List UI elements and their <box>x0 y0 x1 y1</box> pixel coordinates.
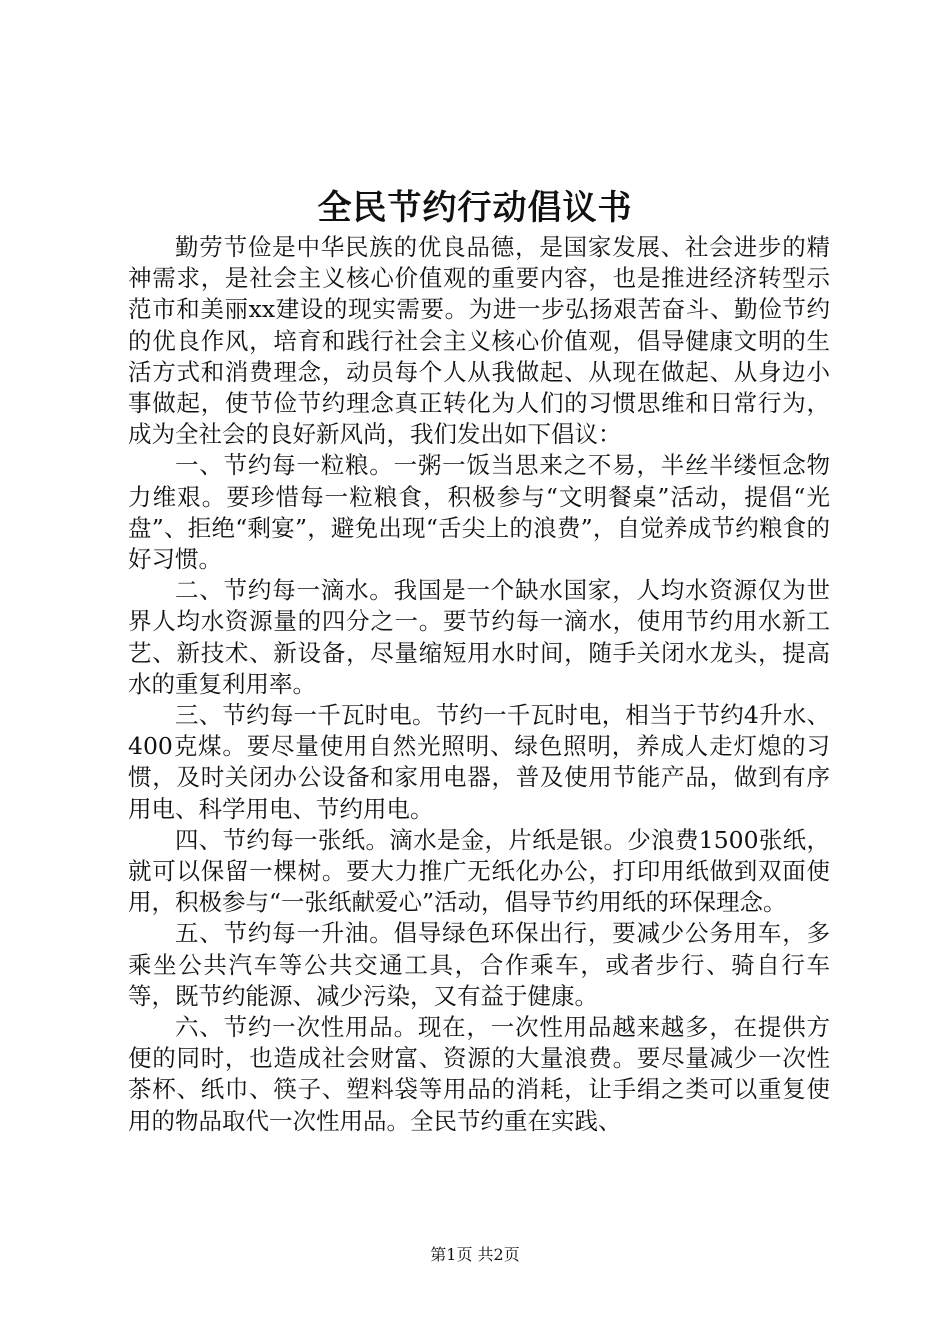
proposal-paper-paragraph: 四、节约每一张纸。滴水是金，片纸是银。少浪费1500张纸，就可以保留一棵树。要大力推广无纸化办公，打印用纸做到双面使用，积极参与“一张纸献爱心”活动，倡导节约用纸的环保理念。 <box>128 825 830 917</box>
proposal-disposables-paragraph: 六、节约一次性用品。现在，一次性用品越来越多，在提供方便的同时，也造成社会财富、资源的大量浪费。要尽量减少一次性茶杯、纸巾、筷子、塑料袋等用品的消耗，让手绢之类可以重复使用的物品取代一次性用品。全民节约重在实践、 <box>128 1013 830 1135</box>
proposal-electricity-paragraph: 三、节约每一千瓦时电。节约一千瓦时电，相当于节约4升水、400克煤。要尽量使用自然光照明、绿色照明，养成人走灯熄的习惯，及时关闭办公设备和家用电器，普及使用节能产品，做到有序用电、科学用电、节约用电。 <box>128 701 830 823</box>
proposal-oil-paragraph: 五、节约每一升油。倡导绿色环保出行，要减少公务用车，多乘坐公共汽车等公共交通工具，合作乘车，或者步行、骑自行车等，既节约能源、减少污染，又有益于健康。 <box>128 919 830 1010</box>
proposal-grain-paragraph: 一、节约每一粒粮。一粥一饭当思来之不易，半丝半缕恒念物力维艰。要珍惜每一粒粮食，积极参与“文明餐桌”活动，提倡“光盘”、拒绝“剩宴”，避免出现“舌尖上的浪费”，自觉养成节约粮食的好习惯。 <box>128 451 830 574</box>
proposal-water-paragraph: 二、节约每一滴水。我国是一个缺水国家，人均水资源仅为世界人均水资源量的四分之一。要节约每一滴水，使用节约用水新工艺、新技术、新设备，尽量缩短用水时间，随手关闭水龙头，提高水的重复利用率。 <box>128 576 830 698</box>
document-body <box>128 232 830 1137</box>
intro-paragraph: 勤劳节俭是中华民族的优良品德，是国家发展、社会进步的精神需求，是社会主义核心价值观的重要内容，也是推进经济转型示范市和美丽xx建设的现实需要。为进一步弘扬艰苦奋斗、勤俭节约的优良作风，培育和践行社会主义核心价值观，倡导健康文明的生活方式和消费理念，动员每个人从我做起、从现在做起、从身边小事做起，使节俭节约理念真正转化为人们的习惯思维和日常行为，成为全社会的良好新风尚，我们发出如下倡议： <box>128 233 830 449</box>
page-number-footer: 第1页 共2页 <box>430 1245 520 1264</box>
document-title: 全民节约行动倡议书 <box>317 188 633 228</box>
